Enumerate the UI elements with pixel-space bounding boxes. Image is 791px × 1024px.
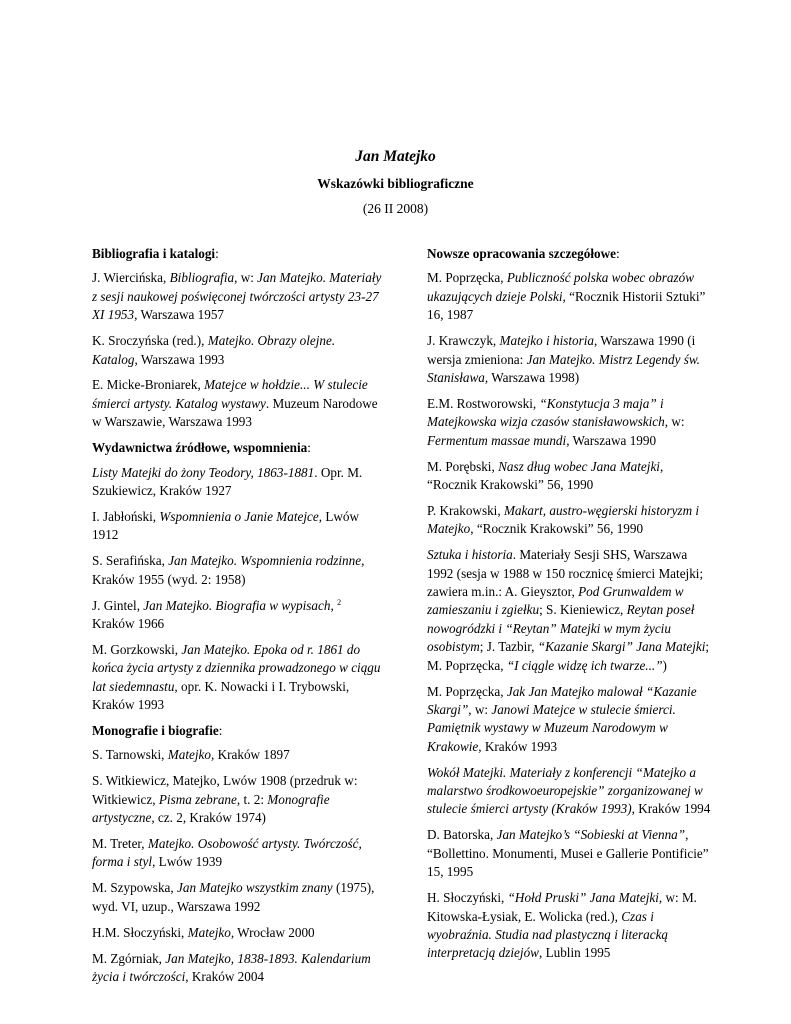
entry-text: S. Serafińska, (92, 553, 169, 569)
entry-title-text: Pisma zebrane (158, 791, 237, 807)
entry-text: , Lublin 1995 (538, 945, 611, 961)
bibliography-entry (92, 879, 384, 916)
section-heading: Bibliografia i katalogi: (92, 246, 219, 261)
bibliography-entry (92, 464, 384, 501)
entry-text: , “Bollettino. Monumenti, Musei e Gallerie Pontificie” 15, 1995 (427, 827, 709, 880)
entry-text: , Lwów 1912 (92, 508, 360, 543)
entry-text: J. Gintel, (92, 597, 144, 613)
bibliography-entry (92, 597, 384, 634)
entry-text: M. Porębski, (427, 458, 499, 474)
bibliography-entry (92, 950, 384, 987)
bibliography-entry (92, 508, 384, 545)
entry-title-text: Jan Matejko. Epoka od r. 1861 do końca życia artysty z dziennika prowadzonego w ciągu lat siedemnastu (92, 641, 381, 694)
entry-text: S. Witkiewicz, Matejko, Lwów 1908 (przedruk w: Witkiewicz, (92, 773, 358, 807)
entry-text: , Kraków 1897 (210, 747, 290, 763)
right-column (427, 245, 715, 970)
entry-text: . Muzeum Narodowe w Warszawie, Warszawa 1993 (92, 395, 378, 430)
entry-title-text: Matejko. Obrazy olejne. Katalog (92, 333, 336, 367)
entry-text: M. Treter, (92, 835, 148, 851)
edition-superscript: 2 (337, 597, 342, 607)
entry-title-text: Fermentum massae mundi (427, 432, 567, 448)
entry-text: , t. 2: (236, 791, 268, 807)
entry-text: P. Krakowski, (427, 502, 504, 518)
document-date: (26 II 2008) (362, 201, 429, 216)
entry-text: , Warszawa 1990 (i wersja zmieniona: (427, 333, 696, 367)
entry-text: M. Zgórniak, (92, 950, 166, 966)
entry-title-text: Wokół Matejki. Materiały z konferencji “Matejko a malarstwo środkowoeuropejskie” zorganizowanej w stulecie śmierci artysty (Kraków 1993) (427, 764, 703, 817)
bibliography-entry (427, 332, 715, 387)
entry-text: H.M. Słoczyński, (92, 924, 188, 940)
entry-text: ; J. Tazbir, (479, 639, 538, 655)
entry-text: , “Rocznik Krakowski” 56, 1990 (470, 521, 644, 537)
bibliography-entry (92, 376, 384, 431)
entry-title-text: “Kazanie Skargi” Jana Matejki (537, 639, 706, 655)
entry-text: , Warszawa 1990 (566, 432, 657, 448)
entry-title-text: Matejce w hołdzie... W stulecie śmierci artysty. Katalog wystawy (92, 377, 368, 411)
entry-text: ; M. Poprzęcka, (427, 639, 710, 673)
entry-text: , Kraków 1994 (631, 801, 711, 817)
bibliography-entry (92, 552, 384, 589)
entry-text: ; S. Kieniewicz, (539, 602, 627, 618)
entry-text: H. Słoczyński, (427, 890, 508, 906)
entry-title-text: Pod Grunwaldem w zamieszaniu i zgiełku (427, 584, 684, 618)
entry-text: E. Micke-Broniarek, (92, 377, 205, 393)
entry-text: D. Batorska, (427, 827, 497, 843)
entry-text: J. Krawczyk, (427, 333, 500, 349)
section-heading-text: Bibliografia i katalogi (92, 246, 216, 261)
entry-text: . Materiały Sesji SHS, Warszawa 1992 (sesja w 1988 w 150 rocznicę śmierci Matejki; zawiera m.in.: A. Gieysztor, (427, 547, 704, 599)
entry-text: , opr. K. Nowacki i I. Trybowski, Kraków 1993 (92, 678, 350, 713)
entry-text: , (330, 597, 338, 613)
document-subtitle: Wskazówki bibliograficzne (317, 176, 474, 191)
entry-text: K. Sroczyńska (red.), (92, 333, 208, 349)
entry-text: , “Rocznik Krakowski” 56, 1990 (427, 458, 664, 492)
entry-text: , w: (664, 414, 685, 430)
entry-text: , Wrocław 2000 (230, 924, 315, 940)
bibliography-entry (92, 746, 384, 764)
entry-title-text: Makart, austro-węgierski historyzm i Matejko (427, 502, 700, 537)
entry-title-text: Reytan poseł nowogródzki i “Reytan” Matejki w mym życiu osobistym (427, 602, 695, 655)
entry-title-text: Matejko. Osobowość artysty. Twórczość, forma i styl (92, 835, 362, 870)
bibliography-entry (427, 826, 715, 881)
entry-text: , Warszawa 1993 (134, 351, 225, 367)
entry-title-text: Publiczność polska wobec obrazów ukazujących dzieje Polski (427, 270, 695, 304)
entry-title-text: Nasz dług wobec Jana Matejki (498, 458, 660, 474)
bibliography-entry (92, 835, 384, 872)
section-heading: Monografie i biografie: (92, 722, 223, 738)
entry-title-text: Jan Matejko wszystkim znany (177, 880, 333, 896)
entry-title-text: Matejko (167, 747, 211, 763)
entry-text: M. Poprzęcka, (427, 270, 507, 286)
entry-text: , Lwów 1939 (152, 854, 223, 870)
bibliography-entry (427, 502, 715, 539)
bibliography-entry (427, 683, 715, 757)
entry-text: J. Wiercińska, (92, 270, 170, 286)
entry-title-text: Jan Matejko. Materiały z sesji naukowej poświęconej twórczości artysty 23-27 XI 1953 (92, 270, 382, 323)
entry-text: , Kraków 1993 (478, 738, 558, 754)
section-heading-text: Wydawnictwa źródłowe, wspomnienia (92, 440, 308, 456)
section-heading-text: Monografie i biografie (92, 722, 219, 738)
entry-text: , Warszawa 1957 (134, 307, 225, 323)
entry-title-text: Monografie artystyczne (92, 791, 330, 826)
entry-title-text: Bibliografia (169, 270, 235, 286)
entry-title-text: Janowi Matejce w stulecie śmierci. Pamiętnik wystawy w Muzeum Narodowym w Krakowie (427, 701, 676, 754)
bibliography-entry (92, 269, 384, 324)
entry-text: S. Tarnowski, (92, 747, 168, 763)
entry-title-text: Czas i wyobraźnia. Studia nad plastyczną i literacką interpretacją dziejów (427, 908, 669, 961)
entry-title-text: Jan Matejko, 1838-1893. Kalendarium życia i twórczości (92, 950, 371, 984)
bibliography-entry (427, 269, 715, 324)
entry-text: , w: (468, 701, 492, 717)
entry-text: . Opr. M. Szukiewicz, Kraków 1927 (92, 464, 363, 498)
entry-text: M. Gorzkowski, (92, 641, 182, 657)
entry-text: E.M. Rostworowski, (427, 395, 540, 411)
entry-text: M. Szypowska, (92, 880, 177, 896)
bibliography-entry (92, 924, 384, 942)
entry-text: M. Poprzęcka, (427, 683, 507, 699)
entry-title-text: Wspomnienia o Janie Matejce (159, 508, 319, 524)
bibliography-entry (427, 764, 715, 819)
entry-title-text: Jan Matejko. Mistrz Legendy św. Stanisława (427, 351, 700, 385)
entry-text: I. Jabłoński, (92, 508, 160, 524)
section-heading-text: Nowsze opracowania szczegółowe (427, 246, 616, 261)
entry-title-text: Jan Matejko’s “Sobieski at Vienna” (496, 827, 686, 843)
bibliography-entry (427, 889, 715, 963)
entry-title-text: Jan Matejko. Biografia w wypisach (143, 597, 331, 613)
entry-title-text: “I ciągle widzę ich twarze...” (506, 657, 663, 673)
entry-text: , Kraków 1955 (wyd. 2: 1958) (92, 553, 365, 587)
left-column (92, 245, 384, 994)
entry-title-text: Matejko (187, 924, 231, 940)
bibliography-entry (92, 641, 384, 715)
entry-text: Kraków 1966 (92, 615, 165, 631)
entry-text: ) (662, 657, 667, 673)
section-heading: Wydawnictwa źródłowe, wspomnienia: (92, 440, 311, 456)
bibliography-entry (427, 546, 715, 675)
section-heading: Nowsze opracowania szczegółowe: (427, 246, 620, 261)
bibliography-entry (92, 772, 384, 827)
entry-title-text: “Hołd Pruski” Jana Matejki (507, 890, 659, 906)
bibliography-entry (427, 458, 715, 495)
entry-title-text: Sztuka i historia (427, 547, 513, 563)
document-title: Jan Matejko (355, 148, 436, 165)
bibliography-entry (92, 332, 384, 369)
bibliography-entry (427, 395, 715, 450)
entry-title-text: Matejko i historia (499, 333, 595, 349)
entry-title-text: Jak Jan Matejko malował “Kazanie Skargi” (427, 683, 697, 717)
entry-text: , Warszawa 1998) (484, 369, 580, 385)
entry-text: (1975), wyd. VI, uzup., Warszawa 1992 (92, 880, 375, 914)
entry-title-text: Jan Matejko. Wspomnienia rodzinne (168, 553, 362, 569)
entry-text: , Kraków 2004 (185, 968, 265, 984)
entry-text: , w: M. Kitowska-Łysiak, E. Wolicka (red.), (427, 890, 697, 924)
entry-text: , cz. 2, Kraków 1974) (151, 810, 266, 826)
entry-title-text: Listy Matejki do żony Teodory, 1863-1881 (92, 464, 315, 480)
entry-text: , “Rocznik Historii Sztuki” 16, 1987 (427, 288, 706, 323)
entry-text: , w: (234, 270, 258, 286)
entry-title-text: “Konstytucja 3 maja” i Matejkowska wizja czasów stanisławowskich (427, 395, 665, 430)
